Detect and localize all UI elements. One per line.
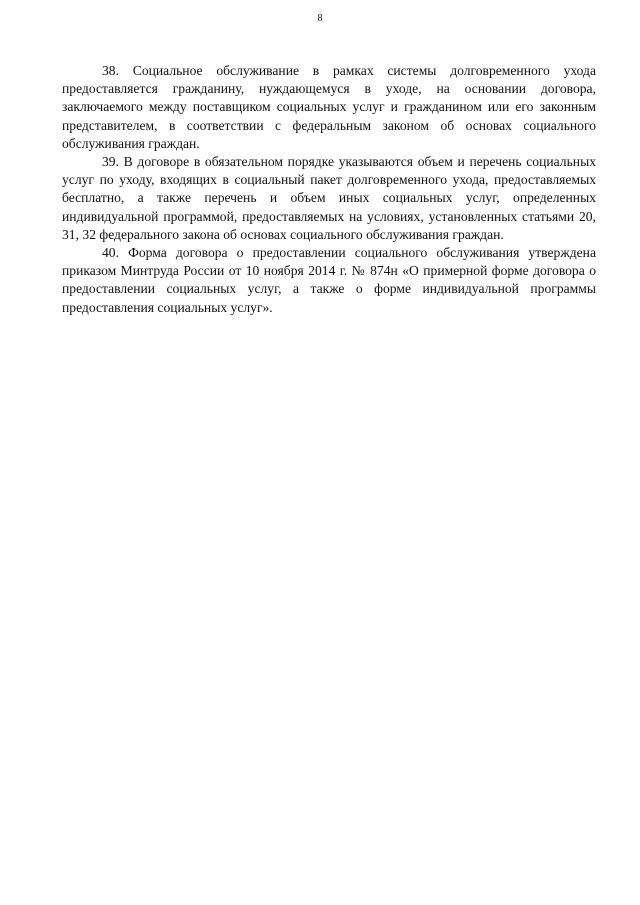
page-number: 8 [317, 13, 323, 24]
paragraph-40: 40. Форма договора о предоставлении социального обслуживания утверждена приказом Минтруда России от 10 ноября 2014 г. № 874н «О примерной форме договора о предоставлении социальных услуг, а также о форме индивидуальной программы предоставления социальных услуг». [62, 245, 596, 315]
document-body [62, 62, 596, 317]
paragraph-38: 38. Социальное обслуживание в рамках системы долговременного ухода предоставляется гражданину, нуждающемуся в уходе, на основании договора, заключаемого между поставщиком социальных услуг и гражданином или его законным представителем, в соответствии с федеральным законом об основах социального обслуживания граждан. [62, 63, 596, 151]
paragraph-39: 39. В договоре в обязательном порядке указываются объем и перечень социальных услуг по уходу, входящих в социальный пакет долговременного ухода, предоставляемых бесплатно, а также перечень и объем иных социальных услуг, определенных индивидуальной программой, предоставляемых на условиях, установленных статьями 20, 31, 32 федерального закона об основах социального обслуживания граждан. [62, 154, 596, 242]
